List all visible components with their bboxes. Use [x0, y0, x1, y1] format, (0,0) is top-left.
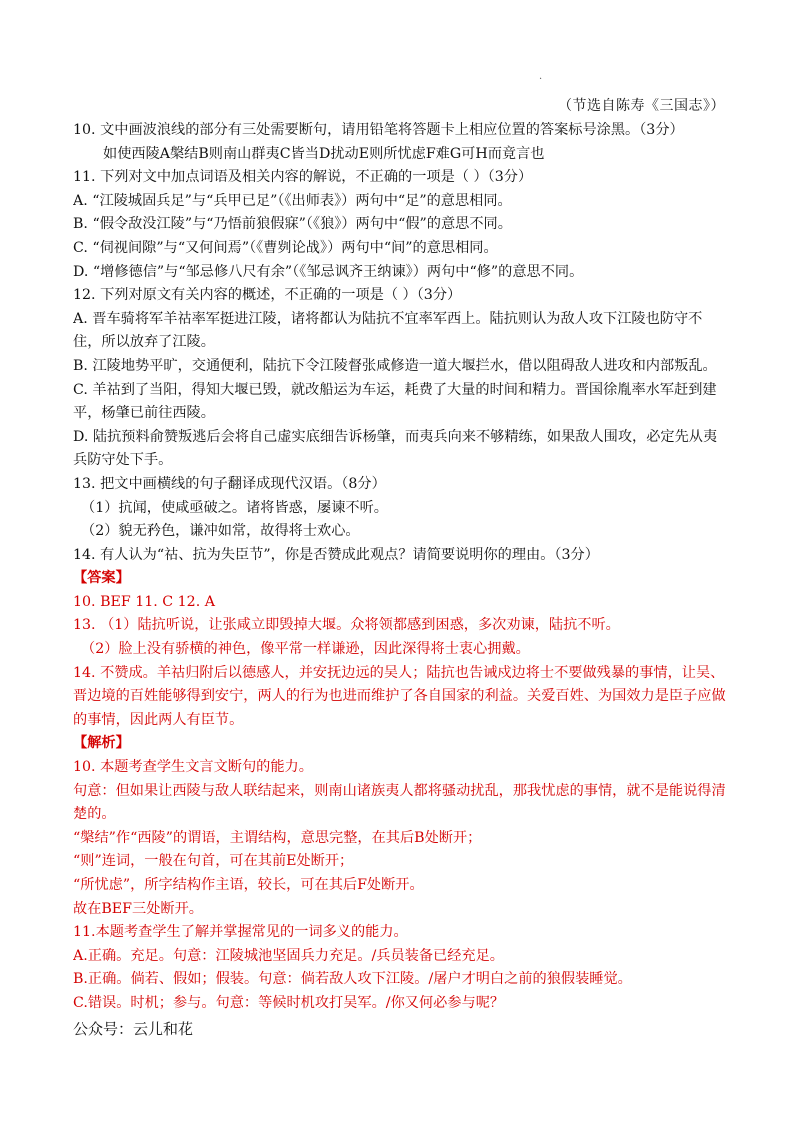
text-line: 10. BEF 11. C 12. A — [73, 593, 215, 610]
text-line: 晋边境的百姓能够得到安宁，两人的行为也进而维护了各自国家的利益。关爱百姓、为国效力是臣子应做 — [73, 688, 726, 705]
text-line: 13. （1）陆抗听说，让张咸立即毁掉大堰。众将领都感到困惑，多次劝谏，陆抗不听。 — [73, 617, 620, 634]
text-line: 11.本题考查学生了解并掌握常见的一词多义的能力。 — [73, 924, 408, 941]
section-heading: 【答案】 — [73, 570, 130, 587]
text-line: A.正确。充足。句意：江陵城池坚固兵力充足。/兵员装备已经充足。 — [73, 947, 504, 964]
text-line: 故在BEF三处断开。 — [73, 900, 203, 917]
text-line: 14. 不赞成。羊祜归附后以德感人，并安抚边远的吴人；陆抗也告诫戍边将士不要做残暴的事情，让吴、 — [73, 664, 725, 681]
footer-watermark: 公众号：云儿和花 — [73, 1019, 194, 1038]
text-line: 楚的。 — [73, 806, 116, 823]
text-line: （1）抗闻，使咸亟破之。诸将皆惑，屡谏不听。 — [81, 499, 388, 516]
text-line: B.正确。倘若、假如；假装。句意：倘若敌人攻下江陵。/屠户才明白之前的狼假装睡觉。 — [73, 971, 632, 988]
section-heading: 【解析】 — [73, 735, 130, 752]
text-line: 平，杨肇已前往西陵。 — [73, 405, 215, 422]
stray-mark: · — [539, 74, 543, 85]
text-line: （2）脸上没有骄横的神色，像平常一样谦逊，因此深得将士衷心拥戴。 — [81, 641, 530, 658]
text-line: D. “增修德信”与“邹忌修八尺有余”（《邹忌讽齐王纳谏》）两句中“修”的意思不同。 — [73, 263, 584, 280]
text-line: 12. 下列对原文有关内容的概述，不正确的一项是（ ）（3分） — [73, 287, 462, 304]
text-line: 10. 本题考查学生文言文断句的能力。 — [73, 759, 313, 776]
text-line: 的事情，因此两人有臣节。 — [73, 711, 244, 728]
text-line: （2）貌无矜色，谦冲如常，故得将士欢心。 — [81, 523, 360, 540]
text-line: “则”连词，一般在句首，可在其前E处断开； — [73, 853, 354, 870]
text-line: 如使西陵A槃结B则南山群夷C皆当D扰动E则所忧虑F难G可H而竟言也 — [103, 145, 545, 162]
source-citation: （节选自陈寿《三国志》） — [558, 98, 725, 114]
text-line: 14. 有人认为“祜、抗为失臣节”，你是否赞成此观点？请简要说明你的理由。（3分） — [73, 546, 599, 563]
text-line: “所忧虑”，所字结构作主语，较长，可在其后F处断开。 — [73, 877, 424, 893]
text-line: B. “假令敌没江陵”与“乃悟前狼假寐”（《狼》）两句中“假”的意思不同。 — [73, 216, 512, 233]
text-line: D. 陆抗预料俞赞叛逃后会将自己虚实底细告诉杨肇，而夷兵向来不够精练，如果敌人围攻，必定先从夷 — [73, 428, 718, 445]
text-line: C.错误。时机；参与。句意：等候时机攻打吴军。/你又何必参与呢？ — [73, 994, 505, 1011]
text-line: 住，所以放弃了江陵。 — [73, 334, 215, 351]
document-body — [73, 119, 733, 1041]
text-line: A. 晋车骑将军羊祜率军挺进江陵，诸将都认为陆抗不宜率军西上。陆抗则认为敌人攻下江陵也防守不 — [73, 310, 703, 327]
text-line: 句意：但如果让西陵与敌人联结起来，则南山诸族夷人都将骚动扰乱，那我忧虑的事情，就不是能说得清 — [73, 782, 726, 799]
text-line: B. 江陵地势平旷，交通便利，陆抗下令江陵督张咸修造一道大堰拦水，借以阻碍敌人进攻和内部叛乱。 — [73, 357, 717, 374]
text-line: A. “江陵城固兵足”与“兵甲已足”（《出师表》）两句中“足”的意思相同。 — [73, 192, 512, 209]
text-line: 10. 文中画波浪线的部分有三处需要断句，请用铅笔将答题卡上相应位置的答案标号涂黑。（3分） — [73, 122, 684, 138]
text-line: C. 羊祜到了当阳，得知大堰已毁，就改船运为车运，耗费了大量的时间和精力。晋国徐胤率水军赶到建 — [73, 381, 717, 398]
text-line: C. “伺视间隙”与“又何间焉”（《曹刿论战》）两句中“间”的意思相同。 — [73, 239, 498, 256]
text-line: 兵防守处下手。 — [73, 452, 173, 469]
text-line: 11. 下列对文中加点词语及相关内容的解说，不正确的一项是（ ）（3分） — [73, 169, 533, 186]
text-line: 13. 把文中画横线的句子翻译成现代汉语。（8分） — [73, 475, 386, 492]
text-line: “槃结”作“西陵”的谓语，主谓结构，意思完整，在其后B处断开； — [73, 829, 482, 846]
